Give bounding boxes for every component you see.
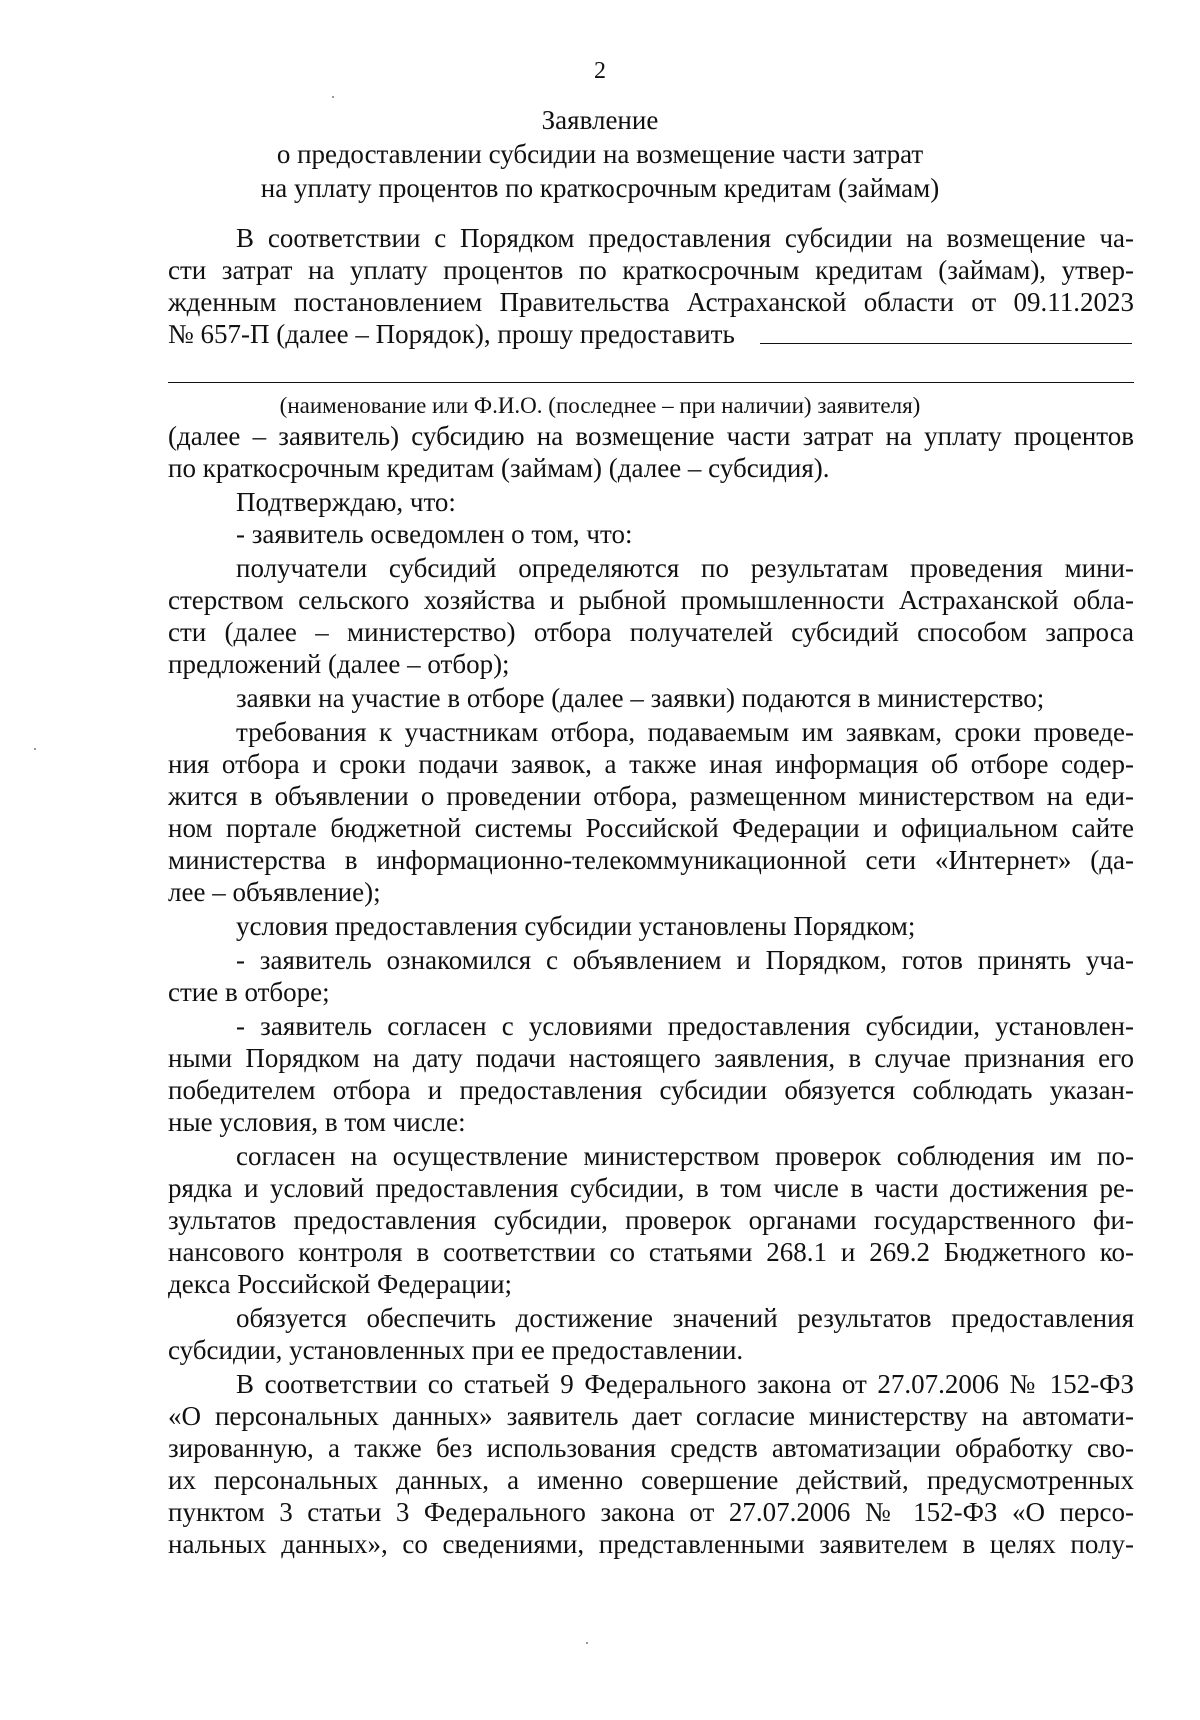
paragraph-line: жденным постановлением Правительства Астраханской области от 09.11.2023 bbox=[168, 287, 1134, 317]
paragraph-line: получатели субсидий определяются по результатам проведения мини- bbox=[236, 553, 1134, 583]
applicant-name-caption: (наименование или Ф.И.О. (последнее – при наличии) заявителя) bbox=[279, 393, 921, 418]
document-title: Заявление bbox=[541, 105, 659, 135]
paragraph-line: - заявитель осведомлен о том, что: bbox=[236, 519, 633, 549]
paragraph-line: предложений (далее – отбор); bbox=[168, 649, 510, 679]
paragraph-line: условия предоставления субсидии установлены Порядком; bbox=[236, 911, 916, 941]
paragraph-line: Подтверждаю, что: bbox=[236, 487, 456, 517]
paragraph-line: пунктом 3 статьи 3 Федерального закона от 27.07.2006 № 152-ФЗ «О персо- bbox=[168, 1497, 1134, 1527]
paragraph-line: стие в отборе; bbox=[168, 977, 330, 1007]
paragraph-line: заявки на участие в отборе (далее – заявки) подаются в министерство; bbox=[236, 683, 1045, 713]
paragraph-line: ном портале бюджетной системы Российской Федерации и официальном сайте bbox=[168, 813, 1134, 843]
paragraph-line: их персональных данных, а именно совершение действий, предусмотренных bbox=[168, 1465, 1134, 1495]
paragraph-line: нансового контроля в соответствии со статьями 268.1 и 269.2 Бюджетного ко- bbox=[168, 1237, 1134, 1267]
paragraph-line: зированную, а также без использования средств автоматизации обработку сво- bbox=[168, 1433, 1134, 1463]
scan-speck bbox=[34, 748, 36, 750]
paragraph-line: министерства в информационно-телекоммуникационной сети «Интернет» (да- bbox=[168, 845, 1134, 875]
scan-speck bbox=[332, 96, 334, 98]
paragraph-line: № 657-П (далее – Порядок), прошу предоставить bbox=[168, 319, 735, 349]
paragraph-line: ния отбора и сроки подачи заявок, а также иная информация об отборе содер- bbox=[168, 749, 1134, 779]
paragraph-line: нальных данных», со сведениями, представленными заявителем в целях полу- bbox=[168, 1529, 1134, 1559]
paragraph-line: В соответствии с Порядком предоставления субсидии на возмещение ча- bbox=[236, 223, 1134, 253]
paragraph-line: (далее – заявитель) субсидию на возмещение части затрат на уплату процентов bbox=[168, 421, 1134, 451]
paragraph-line: рядка и условий предоставления субсидии, в том числе в части достижения ре- bbox=[168, 1173, 1134, 1203]
paragraph-line: обязуется обеспечить достижение значений результатов предоставления bbox=[236, 1303, 1134, 1333]
paragraph-line: декса Российской Федерации; bbox=[168, 1269, 513, 1299]
paragraph-line: победителем отбора и предоставления субсидии обязуется соблюдать указан- bbox=[168, 1075, 1134, 1105]
paragraph-line: стерством сельского хозяйства и рыбной промышленности Астраханской обла- bbox=[168, 585, 1134, 615]
scan-speck bbox=[586, 1642, 588, 1644]
paragraph-line: - заявитель согласен с условиями предоставления субсидии, установлен- bbox=[236, 1011, 1134, 1041]
paragraph-line: сти затрат на уплату процентов по краткосрочным кредитам (займам), утвер- bbox=[168, 255, 1134, 285]
paragraph-line: - заявитель ознакомился с объявлением и Порядком, готов принять уча- bbox=[236, 945, 1134, 975]
paragraph-line: В соответствии со статьей 9 Федерального закона от 27.07.2006 № 152-ФЗ bbox=[236, 1369, 1134, 1399]
paragraph-line: сти (далее – министерство) отбора получателей субсидий способом запроса bbox=[168, 617, 1134, 647]
document-subtitle-line-2: на уплату процентов по краткосрочным кредитам (займам) bbox=[260, 173, 940, 203]
paragraph-line: субсидии, установленных при ее предоставлении. bbox=[168, 1335, 744, 1365]
paragraph-line: по краткосрочным кредитам (займам) (далее – субсидия). bbox=[168, 453, 830, 483]
paragraph-line: зультатов предоставления субсидии, проверок органами государственного фи- bbox=[168, 1205, 1134, 1235]
applicant-name-blank-line-2[interactable] bbox=[168, 382, 1134, 383]
paragraph-line: «О персональных данных» заявитель дает согласие министерству на автомати- bbox=[168, 1401, 1134, 1431]
document-subtitle-line-1: о предоставлении субсидии на возмещение части затрат bbox=[276, 139, 924, 169]
paragraph-line: лее – объявление); bbox=[168, 877, 381, 907]
paragraph-line: требования к участникам отбора, подаваемым им заявкам, сроки проведе- bbox=[236, 717, 1134, 747]
paragraph-line: ные условия, в том числе: bbox=[168, 1107, 466, 1137]
paragraph-line: жится в объявлении о проведении отбора, размещенном министерством на еди- bbox=[168, 781, 1134, 811]
page-number: 2 bbox=[594, 58, 606, 84]
applicant-name-blank[interactable] bbox=[760, 343, 1132, 344]
paragraph-line: ными Порядком на дату подачи настоящего заявления, в случае признания его bbox=[168, 1043, 1134, 1073]
paragraph-line: согласен на осуществление министерством проверок соблюдения им по- bbox=[236, 1141, 1134, 1171]
